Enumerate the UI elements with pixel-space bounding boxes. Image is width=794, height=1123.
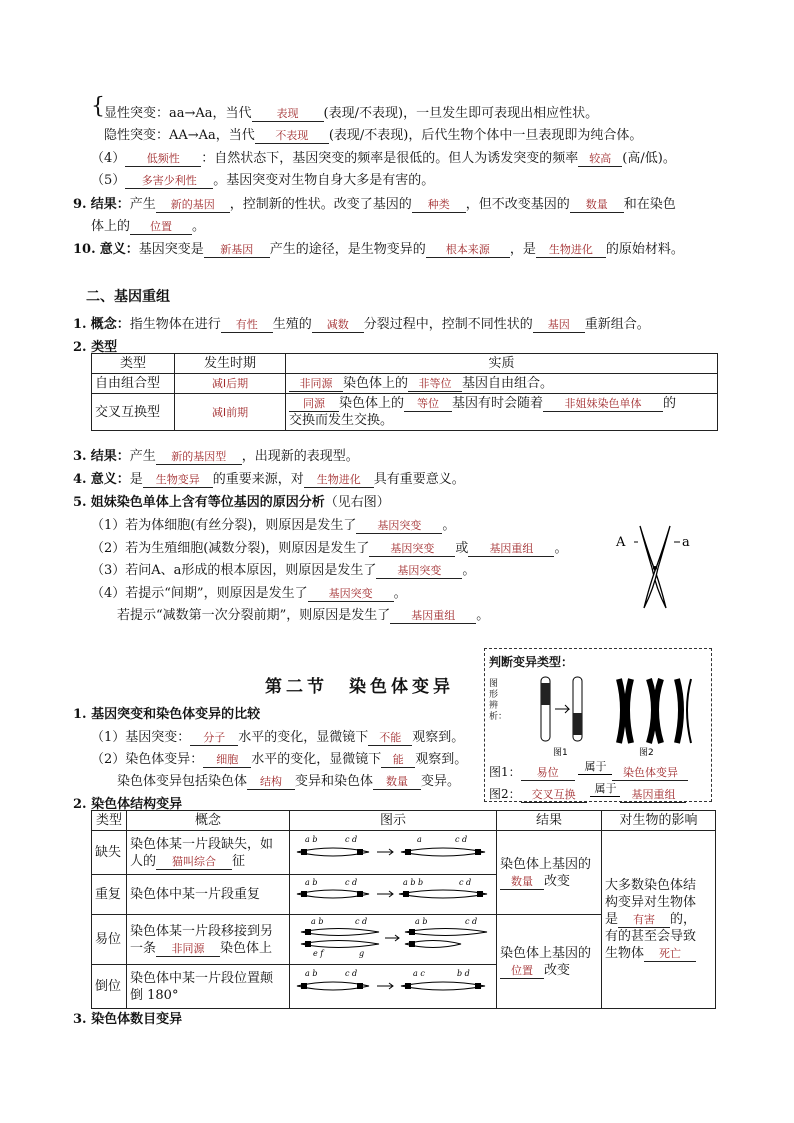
centromere [653, 566, 657, 570]
answer-blank: 同源 [289, 397, 339, 412]
recessive-line: 隐性突变：AA→Aa，当代 不表现 (表现/不表现)，后代生物个体中一旦表现即为纯合体。 [104, 128, 643, 143]
chromosome-band [305, 929, 311, 935]
sister-item-4: （4）若提示“间期”，则原因是发生了 基因突变 。 [91, 586, 407, 601]
item-9: 9. 结果：产生 新的基因 ，控制新的性状。改变了基因的 种类 ，但不改变基因的 数量 和在染色 [73, 197, 676, 212]
answer-blank: 位置 [130, 220, 192, 235]
arrow-icon [377, 849, 393, 855]
chromosome-band [403, 891, 409, 897]
gene-label: a b [415, 917, 428, 926]
answer-blank: 种类 [412, 198, 466, 213]
gene-label: c d [345, 835, 358, 844]
answer-blank: 新基因 [204, 243, 270, 258]
dominant-line: 显性突变：aa→Aa，当代 表现 (表现/不表现)，一旦发生即可表现出相应性状。 [104, 106, 599, 121]
judge-figure [509, 673, 709, 757]
allele-label: a [682, 535, 690, 550]
item-9-cont: 体上的 位置 。 [91, 219, 206, 234]
table-row: 易位 染色体某一片段移接到另 一条 非同源 染色体上 a b c d e f g a b c d 染色体上基因的 位置 改变 [92, 915, 716, 965]
sister-chromatid-figure [612, 522, 694, 612]
recomb-result: 3. 结果：产生 新的基因型 ，出现新的表现型。 [73, 449, 359, 464]
answer-blank: 表现 [252, 107, 324, 122]
translocation-diagram [293, 916, 493, 958]
gene-label: c d [455, 835, 468, 844]
answer-blank: 基因重组 [468, 542, 554, 557]
recomb-concept: 1. 概念：指生物体在进行 有性 生殖的 减数 分裂过程中，控制不同性状的 基因 重新组合。 [73, 317, 650, 332]
judge-title: 判断变异类型： [489, 655, 574, 669]
arrow-label: 属于 [590, 780, 620, 797]
arrow-label: 属于 [578, 758, 612, 775]
answer-blank: 多害少利性 [125, 174, 213, 189]
answer-blank: 非同源 [156, 942, 220, 957]
compare-item-3: 染色体变异包括染色体 结构 变异和染色体 数量 变异。 [117, 774, 461, 789]
chromosome [401, 848, 485, 856]
answer-blank: 基因突变 [376, 564, 462, 579]
chromosome-band [305, 941, 311, 947]
gene-label: a b [311, 917, 324, 926]
answer-blank: 基因重组 [390, 609, 476, 624]
answer-blank: 非同源 [289, 377, 343, 392]
answer-blank: 基因突变 [308, 587, 394, 602]
figure-label: 图2 [639, 748, 654, 757]
inversion-diagram [293, 966, 493, 1002]
figure-label: 图1 [553, 748, 568, 757]
sister-item-2: （2）若为生殖细胞(减数分裂)，则原因是发生了 基因突变 或 基因重组 。 [91, 541, 568, 556]
chromosome-band [301, 849, 307, 855]
table-row: 重复 染色体中某一片段重复 a b c d a b b c d [92, 875, 716, 915]
answer-blank: 基因突变 [369, 542, 455, 557]
gene-label: c d [465, 917, 478, 926]
answer-blank: 等位 [404, 397, 452, 412]
answer-blank: 生物进化 [304, 473, 374, 488]
answer-blank: 不表现 [255, 129, 329, 144]
gene-label: a b [305, 878, 318, 887]
table-header: 实质 [286, 354, 718, 374]
gene-label: a c [413, 969, 425, 978]
answer-blank: 细胞 [203, 753, 251, 768]
answer-blank: 染色体变异 [612, 766, 688, 781]
answer-blank: 能 [381, 753, 415, 768]
duplication-diagram [293, 876, 493, 908]
item-10: 10. 意义：基因突变是 新基因 产生的途径，是生物变异的 根本来源 ，是 生物进化 的原始材料。 [73, 242, 684, 257]
answer-blank: 位置 [500, 964, 544, 979]
answer-blank: 新的基因型 [156, 450, 242, 465]
arrow-icon [377, 983, 393, 989]
table-row: 缺失 染色体某一片段缺失，如 人的 猫叫综合 征 a b c d a c d 染色体上基因的 数量 改变 大多数染色体结 构变异对生物体 是 有害 的， 有的甚至会导致 生物体 死亡 [92, 831, 716, 875]
sister-item-1: （1）若为体细胞(有丝分裂)，则原因是发生了 基因突变 。 [91, 518, 456, 533]
item-4: （4） 低频性 ：自然状态下，基因突变的频率是很低的。但人为诱发突变的频率 较高 (高/低)。 [91, 151, 676, 166]
answer-blank: 非姐妹染色单体 [543, 397, 663, 412]
chromosome-band [301, 891, 307, 897]
allele-label: A [616, 535, 626, 550]
chromosome-band [409, 941, 415, 947]
recomb-table [91, 353, 718, 431]
table-header: 图示 [290, 811, 497, 831]
chromosome [405, 929, 487, 936]
chromosome-band [357, 983, 363, 989]
answer-blank: 低频性 [125, 152, 201, 167]
chromosome-band [405, 983, 411, 989]
sister-item-5: 若提示“减数第一次分裂前期”，则原因是发生了 基因重组 。 [117, 608, 490, 623]
gene-label: c d [345, 969, 358, 978]
recomb-type-heading: 2. 类型 [73, 340, 118, 355]
gene-label: a b [305, 835, 318, 844]
table-header: 类型 [92, 811, 127, 831]
sister-item-3: （3）若问A、a形成的根本原因，则原因是发生了 基因突变 。 [91, 563, 476, 578]
answer-blank: 生物进化 [536, 243, 606, 258]
chromosome [399, 890, 487, 898]
answer-blank: 数量 [570, 198, 624, 213]
recomb-significance: 4. 意义：是 生物变异 的重要来源，对 生物进化 具有重要意义。 [73, 472, 465, 487]
arrow-icon [385, 935, 399, 941]
gene-label: c d [345, 878, 358, 887]
answer-blank: 有害 [618, 913, 670, 928]
chromosome-band [409, 929, 415, 935]
table-row: 自由组合型 减Ⅰ后期 非同源 染色体上的 非等位 基因自由组合。 [92, 374, 718, 394]
answer-blank: 结构 [247, 775, 295, 790]
structure-heading: 2. 染色体结构变异 [73, 797, 183, 812]
answer-blank: 数量 [373, 775, 421, 790]
table-header: 概念 [127, 811, 290, 831]
gene-label: e f [313, 949, 324, 958]
chromosome [401, 982, 485, 990]
table-header: 对生物的影响 [602, 811, 716, 831]
judge-side-label: 图形辨析： [489, 679, 508, 722]
judge-row-2: 图2： 交叉互换 属于 基因重组 [489, 785, 686, 803]
answer-blank: 基因突变 [356, 519, 442, 534]
gene-label: a b b [403, 878, 424, 887]
gene-label: a b [305, 969, 318, 978]
chromosome-pair [619, 679, 631, 743]
table-header: 发生时期 [175, 354, 286, 374]
recomb-sister-heading: 5. 姐妹染色单体上含有等位基因的原因分析（见右图） [73, 495, 390, 510]
gene-label: c d [459, 878, 472, 887]
table-header: 类型 [92, 354, 175, 374]
arrow-icon [377, 891, 393, 897]
compare-item-1: （1）基因突变： 分子 水平的变化，显微镜下 不能 观察到。 [91, 730, 465, 745]
structure-table [91, 810, 716, 1009]
answer-blank: 基因 [533, 318, 585, 333]
chromosome-band [477, 891, 483, 897]
answer-blank: 有性 [221, 318, 273, 333]
chromosome-band [357, 849, 363, 855]
brace: { [91, 94, 105, 119]
chromosome [301, 941, 379, 948]
answer-blank: 易位 [521, 766, 575, 781]
chromosome-band [541, 683, 550, 705]
gene-label: c d [355, 917, 368, 926]
section-heading: 第二节 染色体变异 [265, 677, 454, 697]
answer-blank: 猫叫综合 [156, 855, 232, 870]
answer-blank: 新的基因 [156, 198, 230, 213]
deletion-diagram [293, 832, 493, 868]
table-row: 倒位 染色体中某一片段位置颠 倒 180° a b c d a c b d [92, 965, 716, 1009]
answer-blank: 生物变异 [143, 473, 213, 488]
item-5: （5） 多害少利性 。基因突变对生物自身大多是有害的。 [91, 173, 435, 188]
answer-blank: 分子 [190, 731, 238, 746]
answer-blank: 减数 [312, 318, 364, 333]
answer-blank: 交叉互换 [521, 788, 587, 803]
table-header: 结果 [497, 811, 602, 831]
answer-blank: 不能 [368, 731, 412, 746]
answer-blank: 非等位 [408, 377, 462, 392]
chromatid [640, 526, 666, 608]
chromosome [301, 929, 379, 936]
chromosome-pair [649, 679, 661, 743]
chromosome-band [405, 849, 411, 855]
compare-heading: 1. 基因突变和染色体变异的比较 [73, 707, 261, 722]
chromosome-band [301, 983, 307, 989]
gene-label: a [417, 835, 422, 844]
chromosome-band [573, 713, 582, 735]
number-heading: 3. 染色体数目变异 [73, 1012, 183, 1027]
gene-label: b d [457, 969, 470, 978]
compare-item-2: （2）染色体变异： 细胞 水平的变化，显微镜下 能 观察到。 [91, 752, 468, 767]
answer-blank: 死亡 [644, 947, 696, 962]
section-heading: 二、基因重组 [86, 289, 170, 305]
chromatid [644, 526, 670, 608]
table-row: 交叉互换型 减Ⅰ前期 同源 染色体上的 等位 基因有时会随着 非姐妹染色单体 的 交换而发生交换。 [92, 394, 718, 431]
answer-blank: 数量 [500, 875, 544, 890]
chromosome-band [357, 891, 363, 897]
gene-label: g [359, 949, 365, 958]
answer-blank: 基因重组 [620, 788, 686, 803]
arrow-icon [555, 705, 569, 713]
judge-box [484, 648, 712, 802]
answer-blank: 较高 [578, 152, 622, 167]
chromosome [677, 679, 681, 743]
chromosome [687, 679, 691, 743]
judge-row-1: 图1： 易位 属于 染色体变异 [489, 763, 688, 781]
chromosome-band [475, 849, 481, 855]
chromosome-band [475, 983, 481, 989]
answer-blank: 根本来源 [426, 243, 510, 258]
